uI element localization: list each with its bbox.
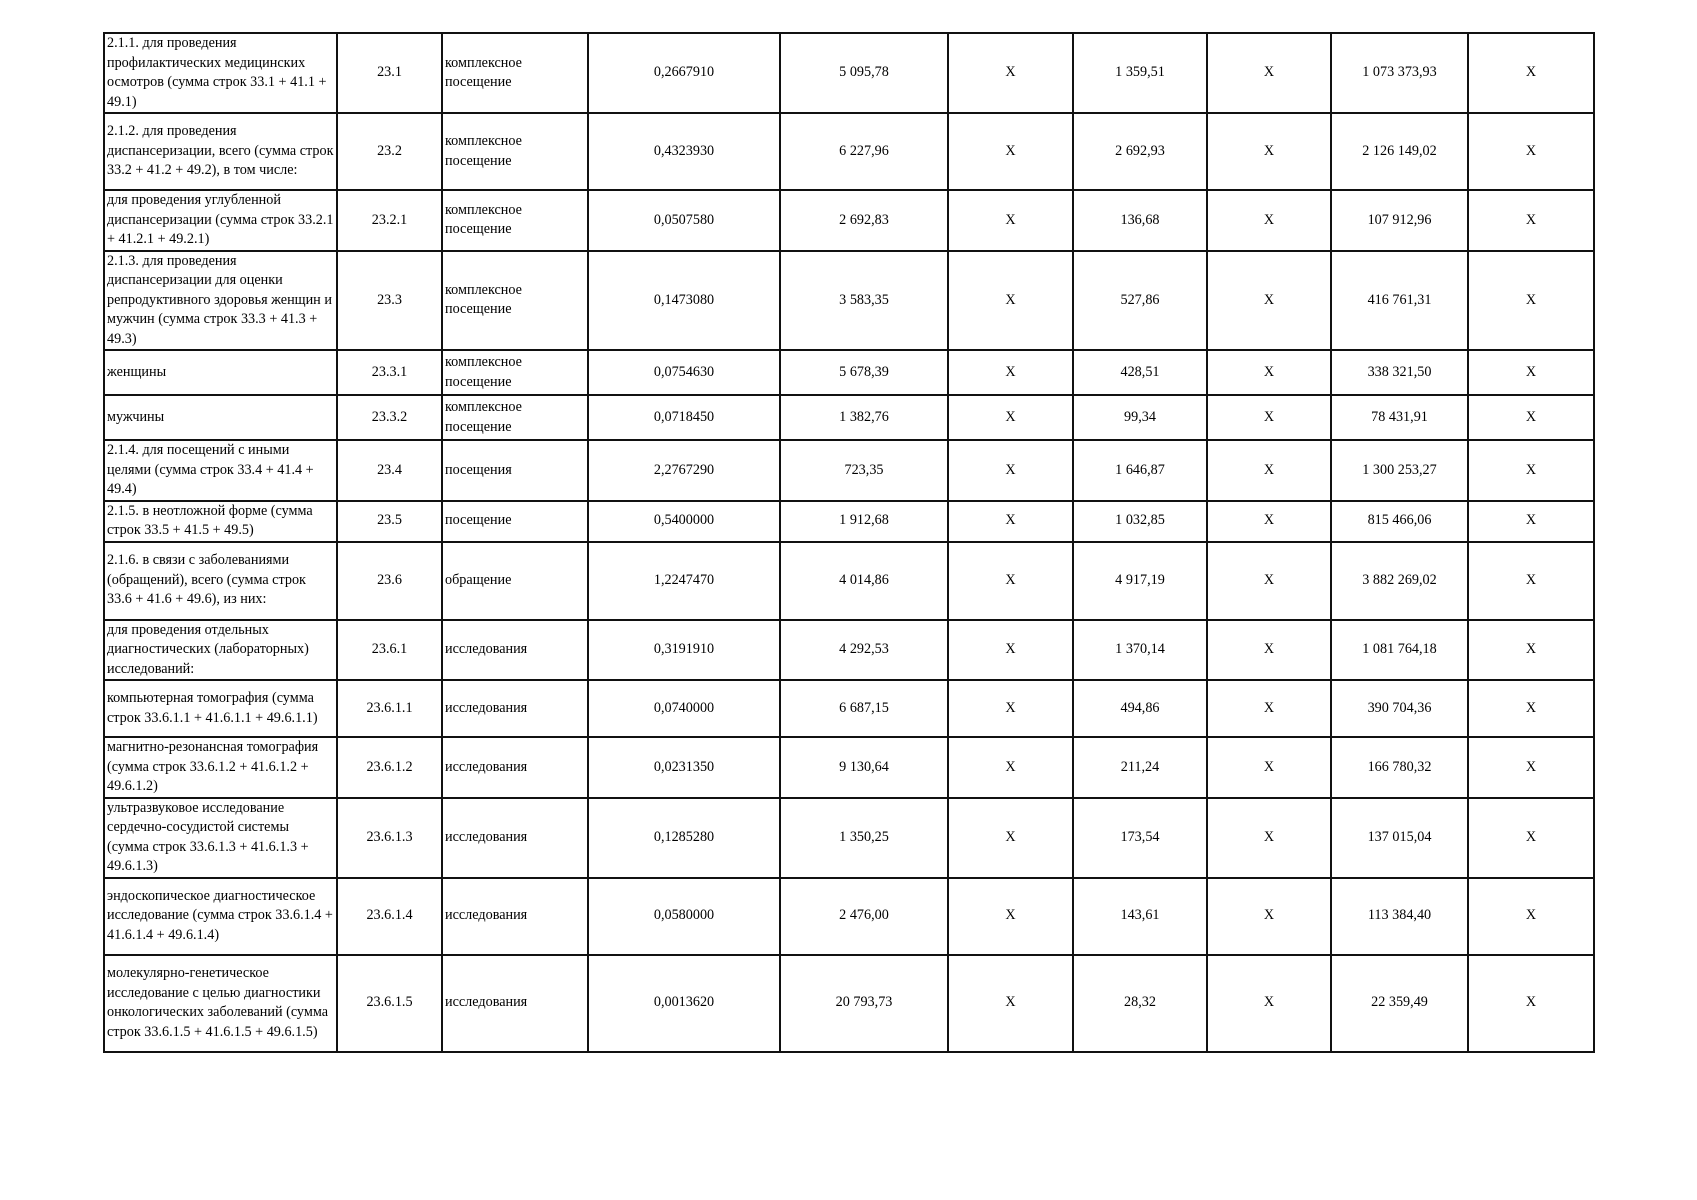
row-total: 78 431,91 bbox=[1331, 395, 1468, 440]
row-code: 23.3.2 bbox=[337, 395, 442, 440]
row-name: ультразвуковое исследование сердечно-сосудистой системы (сумма строк 33.6.1.3 + 41.6.1.3 + 49.6.1.3) bbox=[104, 798, 337, 878]
row-x-col8: Х bbox=[1207, 620, 1331, 681]
row-x-col8: Х bbox=[1207, 798, 1331, 878]
row-code: 23.2 bbox=[337, 113, 442, 190]
table-row bbox=[104, 440, 1594, 501]
row-name: эндоскопическое диагностическое исследование (сумма строк 33.6.1.4 + 41.6.1.4 + 49.6.1.4) bbox=[104, 878, 337, 955]
row-cost: 9 130,64 bbox=[780, 737, 948, 798]
row-cost: 1 350,25 bbox=[780, 798, 948, 878]
row-x-col6: Х bbox=[948, 542, 1073, 620]
row-name: 2.1.2. для проведения диспансеризации, всего (сумма строк 33.2 + 41.2 + 49.2), в том числе: bbox=[104, 113, 337, 190]
row-x-col6: Х bbox=[948, 350, 1073, 395]
row-x-col6: Х bbox=[948, 798, 1073, 878]
row-x-col6: Х bbox=[948, 955, 1073, 1052]
row-x-col10: Х bbox=[1468, 113, 1594, 190]
row-norm: 0,0231350 bbox=[588, 737, 780, 798]
row-name: 2.1.6. в связи с заболеваниями (обращений), всего (сумма строк 33.6 + 41.6 + 49.6), из них: bbox=[104, 542, 337, 620]
row-x-col10: Х bbox=[1468, 542, 1594, 620]
row-per-capita: 527,86 bbox=[1073, 251, 1207, 351]
row-code: 23.6.1 bbox=[337, 620, 442, 681]
row-name: женщины bbox=[104, 350, 337, 395]
row-per-capita: 1 646,87 bbox=[1073, 440, 1207, 501]
table-row bbox=[104, 33, 1594, 113]
row-x-col10: Х bbox=[1468, 395, 1594, 440]
row-total: 3 882 269,02 bbox=[1331, 542, 1468, 620]
row-x-col10: Х bbox=[1468, 251, 1594, 351]
row-x-col10: Х bbox=[1468, 440, 1594, 501]
row-unit: комплексное посещение bbox=[442, 395, 588, 440]
row-name: магнитно-резонансная томография (сумма строк 33.6.1.2 + 41.6.1.2 + 49.6.1.2) bbox=[104, 737, 337, 798]
row-x-col6: Х bbox=[948, 33, 1073, 113]
row-cost: 1 912,68 bbox=[780, 501, 948, 542]
row-norm: 0,0013620 bbox=[588, 955, 780, 1052]
row-norm: 0,1285280 bbox=[588, 798, 780, 878]
row-x-col6: Х bbox=[948, 501, 1073, 542]
row-x-col6: Х bbox=[948, 737, 1073, 798]
row-x-col10: Х bbox=[1468, 878, 1594, 955]
table-row bbox=[104, 680, 1594, 737]
row-per-capita: 173,54 bbox=[1073, 798, 1207, 878]
row-unit: исследования bbox=[442, 798, 588, 878]
table-row bbox=[104, 350, 1594, 395]
row-total: 2 126 149,02 bbox=[1331, 113, 1468, 190]
table-row bbox=[104, 955, 1594, 1052]
row-total: 338 321,50 bbox=[1331, 350, 1468, 395]
table-row bbox=[104, 501, 1594, 542]
table-row bbox=[104, 542, 1594, 620]
row-x-col6: Х bbox=[948, 440, 1073, 501]
row-norm: 0,0507580 bbox=[588, 190, 780, 251]
row-name: 2.1.5. в неотложной форме (сумма строк 33.5 + 41.5 + 49.5) bbox=[104, 501, 337, 542]
row-cost: 4 014,86 bbox=[780, 542, 948, 620]
table-row bbox=[104, 395, 1594, 440]
row-norm: 2,2767290 bbox=[588, 440, 780, 501]
row-per-capita: 494,86 bbox=[1073, 680, 1207, 737]
row-name: 2.1.3. для проведения диспансеризации для оценки репродуктивного здоровья женщин и мужчин (сумма строк 33.3 + 41.3 + 49.3) bbox=[104, 251, 337, 351]
row-x-col8: Х bbox=[1207, 680, 1331, 737]
row-per-capita: 1 370,14 bbox=[1073, 620, 1207, 681]
row-norm: 0,0740000 bbox=[588, 680, 780, 737]
row-x-col8: Х bbox=[1207, 190, 1331, 251]
row-x-col8: Х bbox=[1207, 113, 1331, 190]
row-per-capita: 143,61 bbox=[1073, 878, 1207, 955]
row-unit: посещение bbox=[442, 501, 588, 542]
row-cost: 2 476,00 bbox=[780, 878, 948, 955]
row-x-col8: Х bbox=[1207, 878, 1331, 955]
row-x-col8: Х bbox=[1207, 395, 1331, 440]
row-unit: обращение bbox=[442, 542, 588, 620]
row-x-col10: Х bbox=[1468, 501, 1594, 542]
row-unit: исследования bbox=[442, 680, 588, 737]
row-name: компьютерная томография (сумма строк 33.6.1.1 + 41.6.1.1 + 49.6.1.1) bbox=[104, 680, 337, 737]
row-total: 416 761,31 bbox=[1331, 251, 1468, 351]
row-unit: комплексное посещение bbox=[442, 113, 588, 190]
row-unit: исследования bbox=[442, 737, 588, 798]
row-x-col6: Х bbox=[948, 113, 1073, 190]
row-per-capita: 99,34 bbox=[1073, 395, 1207, 440]
row-code: 23.3.1 bbox=[337, 350, 442, 395]
row-unit: исследования bbox=[442, 878, 588, 955]
row-per-capita: 211,24 bbox=[1073, 737, 1207, 798]
row-x-col8: Х bbox=[1207, 737, 1331, 798]
row-per-capita: 1 032,85 bbox=[1073, 501, 1207, 542]
row-cost: 4 292,53 bbox=[780, 620, 948, 681]
table-row bbox=[104, 620, 1594, 681]
row-per-capita: 136,68 bbox=[1073, 190, 1207, 251]
row-per-capita: 2 692,93 bbox=[1073, 113, 1207, 190]
row-cost: 6 687,15 bbox=[780, 680, 948, 737]
row-x-col8: Х bbox=[1207, 350, 1331, 395]
row-unit: посещения bbox=[442, 440, 588, 501]
row-code: 23.3 bbox=[337, 251, 442, 351]
row-total: 390 704,36 bbox=[1331, 680, 1468, 737]
row-x-col6: Х bbox=[948, 190, 1073, 251]
row-code: 23.6.1.1 bbox=[337, 680, 442, 737]
row-code: 23.6 bbox=[337, 542, 442, 620]
row-per-capita: 428,51 bbox=[1073, 350, 1207, 395]
row-x-col8: Х bbox=[1207, 542, 1331, 620]
row-norm: 0,3191910 bbox=[588, 620, 780, 681]
row-cost: 2 692,83 bbox=[780, 190, 948, 251]
row-norm: 0,0754630 bbox=[588, 350, 780, 395]
row-code: 23.5 bbox=[337, 501, 442, 542]
row-name: молекулярно-генетическое исследование с целью диагностики онкологических заболеваний (сумма строк 33.6.1.5 + 41.6.1.5 + 49.6.1.5) bbox=[104, 955, 337, 1052]
row-x-col6: Х bbox=[948, 620, 1073, 681]
row-norm: 0,4323930 bbox=[588, 113, 780, 190]
row-norm: 0,5400000 bbox=[588, 501, 780, 542]
row-per-capita: 1 359,51 bbox=[1073, 33, 1207, 113]
row-unit: исследования bbox=[442, 620, 588, 681]
row-cost: 3 583,35 bbox=[780, 251, 948, 351]
row-cost: 20 793,73 bbox=[780, 955, 948, 1052]
row-norm: 0,1473080 bbox=[588, 251, 780, 351]
row-norm: 0,2667910 bbox=[588, 33, 780, 113]
row-total: 107 912,96 bbox=[1331, 190, 1468, 251]
row-per-capita: 4 917,19 bbox=[1073, 542, 1207, 620]
row-x-col6: Х bbox=[948, 680, 1073, 737]
row-cost: 1 382,76 bbox=[780, 395, 948, 440]
row-name: мужчины bbox=[104, 395, 337, 440]
row-name: для проведения отдельных диагностических (лабораторных) исследований: bbox=[104, 620, 337, 681]
row-total: 113 384,40 bbox=[1331, 878, 1468, 955]
row-total: 1 073 373,93 bbox=[1331, 33, 1468, 113]
row-cost: 5 095,78 bbox=[780, 33, 948, 113]
table-row bbox=[104, 878, 1594, 955]
row-total: 1 081 764,18 bbox=[1331, 620, 1468, 681]
row-x-col10: Х bbox=[1468, 680, 1594, 737]
row-x-col10: Х bbox=[1468, 33, 1594, 113]
row-cost: 723,35 bbox=[780, 440, 948, 501]
table-row bbox=[104, 113, 1594, 190]
row-x-col10: Х bbox=[1468, 798, 1594, 878]
row-unit: комплексное посещение bbox=[442, 251, 588, 351]
table-row bbox=[104, 190, 1594, 251]
row-code: 23.4 bbox=[337, 440, 442, 501]
row-x-col6: Х bbox=[948, 395, 1073, 440]
row-cost: 5 678,39 bbox=[780, 350, 948, 395]
row-cost: 6 227,96 bbox=[780, 113, 948, 190]
row-per-capita: 28,32 bbox=[1073, 955, 1207, 1052]
row-x-col10: Х bbox=[1468, 737, 1594, 798]
tariff-table bbox=[103, 32, 1595, 1053]
row-code: 23.6.1.5 bbox=[337, 955, 442, 1052]
row-code: 23.2.1 bbox=[337, 190, 442, 251]
row-code: 23.6.1.3 bbox=[337, 798, 442, 878]
table-row bbox=[104, 251, 1594, 351]
row-norm: 0,0718450 bbox=[588, 395, 780, 440]
row-x-col10: Х bbox=[1468, 955, 1594, 1052]
row-x-col6: Х bbox=[948, 878, 1073, 955]
table-body bbox=[104, 33, 1594, 1052]
row-code: 23.6.1.4 bbox=[337, 878, 442, 955]
row-unit: комплексное посещение bbox=[442, 350, 588, 395]
row-code: 23.1 bbox=[337, 33, 442, 113]
row-total: 166 780,32 bbox=[1331, 737, 1468, 798]
row-x-col10: Х bbox=[1468, 350, 1594, 395]
row-x-col8: Х bbox=[1207, 440, 1331, 501]
row-x-col10: Х bbox=[1468, 620, 1594, 681]
row-x-col10: Х bbox=[1468, 190, 1594, 251]
row-name: для проведения углубленной диспансеризации (сумма строк 33.2.1 + 41.2.1 + 49.2.1) bbox=[104, 190, 337, 251]
row-norm: 0,0580000 bbox=[588, 878, 780, 955]
row-unit: исследования bbox=[442, 955, 588, 1052]
row-total: 22 359,49 bbox=[1331, 955, 1468, 1052]
row-x-col6: Х bbox=[948, 251, 1073, 351]
row-name: 2.1.4. для посещений с иными целями (сумма строк 33.4 + 41.4 + 49.4) bbox=[104, 440, 337, 501]
row-unit: комплексное посещение bbox=[442, 190, 588, 251]
table-row bbox=[104, 737, 1594, 798]
row-total: 137 015,04 bbox=[1331, 798, 1468, 878]
row-code: 23.6.1.2 bbox=[337, 737, 442, 798]
row-x-col8: Х bbox=[1207, 501, 1331, 542]
row-unit: комплексное посещение bbox=[442, 33, 588, 113]
table-row bbox=[104, 798, 1594, 878]
row-total: 815 466,06 bbox=[1331, 501, 1468, 542]
row-norm: 1,2247470 bbox=[588, 542, 780, 620]
row-total: 1 300 253,27 bbox=[1331, 440, 1468, 501]
row-x-col8: Х bbox=[1207, 33, 1331, 113]
row-x-col8: Х bbox=[1207, 251, 1331, 351]
row-x-col8: Х bbox=[1207, 955, 1331, 1052]
row-name: 2.1.1. для проведения профилактических медицинских осмотров (сумма строк 33.1 + 41.1 + 49.1) bbox=[104, 33, 337, 113]
